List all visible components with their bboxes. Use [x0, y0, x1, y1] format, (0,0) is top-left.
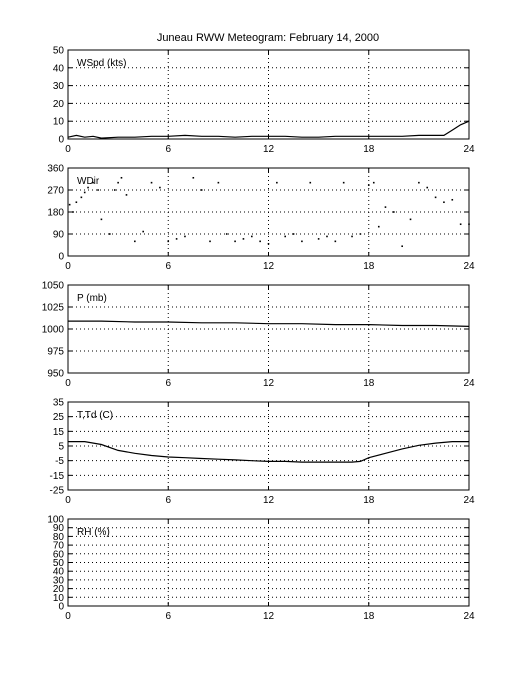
x-tick-label: 0 — [65, 495, 71, 506]
data-point — [326, 236, 328, 238]
y-tick-label: 35 — [52, 397, 64, 409]
x-tick-label: 24 — [463, 495, 475, 506]
y-tick-label: 90 — [52, 523, 64, 535]
data-point — [218, 182, 220, 184]
x-tick-label: 24 — [463, 611, 475, 622]
x-tick-label: 6 — [165, 378, 172, 389]
y-tick-label: 0 — [58, 251, 64, 263]
data-point — [97, 189, 99, 191]
data-point — [373, 182, 375, 184]
data-point — [426, 187, 428, 189]
y-tick-label: 0 — [58, 134, 64, 146]
x-tick-label: 0 — [65, 144, 71, 155]
y-tick-label: 90 — [52, 229, 64, 241]
x-tick-label: 6 — [165, 261, 172, 272]
data-point — [167, 241, 169, 243]
panel-label: RH (%) — [77, 527, 110, 538]
data-point — [109, 233, 111, 235]
data-point — [84, 192, 86, 194]
data-point — [72, 211, 74, 213]
y-tick-label: 1025 — [41, 302, 64, 314]
data-point — [401, 245, 403, 247]
data-point — [134, 241, 136, 243]
panel-label: WDir — [77, 176, 100, 187]
data-point — [226, 233, 228, 235]
panel-label: WSpd (kts) — [77, 58, 127, 69]
x-tick-label: 12 — [262, 261, 275, 272]
data-point — [114, 189, 116, 191]
data-point — [410, 219, 412, 221]
x-tick-label: 18 — [363, 378, 375, 389]
data-point — [385, 206, 387, 208]
y-tick-label: 20 — [52, 98, 64, 110]
data-point — [69, 204, 71, 206]
panel-1 — [53, 46, 475, 156]
data-point — [368, 184, 370, 186]
y-tick-label: 15 — [52, 426, 64, 438]
x-tick-label: 0 — [65, 611, 71, 622]
y-tick-label: 10 — [52, 592, 64, 604]
x-tick-label: 18 — [363, 495, 375, 506]
y-tick-label: 40 — [52, 566, 64, 578]
x-tick-label: 0 — [65, 261, 71, 272]
x-tick-label: 12 — [262, 495, 275, 506]
data-point — [142, 231, 144, 233]
y-tick-label: 10 — [52, 116, 64, 128]
x-tick-label: 12 — [262, 378, 275, 389]
data-point — [121, 177, 123, 179]
y-tick-label: 0 — [58, 601, 64, 613]
panel-3 — [42, 281, 475, 390]
y-tick-label: 60 — [52, 549, 64, 561]
data-point — [443, 201, 445, 203]
x-tick-label: 6 — [165, 495, 172, 506]
x-tick-label: 18 — [363, 261, 375, 272]
panel-4 — [50, 398, 475, 507]
y-tick-label: 360 — [47, 163, 64, 175]
y-tick-label: 950 — [47, 368, 64, 380]
y-tick-label: 1050 — [41, 280, 64, 292]
data-point — [81, 197, 83, 199]
y-tick-label: 25 — [52, 412, 64, 424]
data-point — [159, 187, 161, 189]
panel-2 — [47, 164, 475, 273]
data-point — [184, 236, 186, 238]
data-point — [360, 233, 362, 235]
data-point — [393, 211, 395, 213]
figure-title: Juneau RWW Meteogram: February 14, 2000 — [156, 32, 380, 44]
y-tick-label: 80 — [52, 531, 64, 543]
data-point — [378, 226, 380, 228]
y-tick-label: -5 — [55, 456, 64, 468]
y-tick-label: 40 — [52, 63, 64, 75]
panel-label: P (mb) — [77, 293, 107, 304]
data-point — [309, 182, 311, 184]
y-tick-label: 20 — [52, 584, 64, 596]
y-tick-label: -15 — [49, 470, 64, 482]
data-point — [435, 197, 437, 199]
y-tick-label: 50 — [52, 45, 64, 57]
data-point — [76, 201, 78, 203]
data-point — [251, 236, 253, 238]
y-tick-label: 975 — [47, 346, 64, 358]
y-tick-label: 70 — [52, 540, 64, 552]
x-tick-label: 18 — [363, 144, 375, 155]
y-tick-label: 270 — [47, 185, 64, 197]
data-point — [151, 182, 153, 184]
x-tick-label: 6 — [165, 144, 172, 155]
data-point — [193, 177, 195, 179]
y-tick-label: 180 — [47, 207, 64, 219]
data-point — [418, 182, 420, 184]
data-point — [301, 241, 303, 243]
y-tick-label: 100 — [47, 514, 64, 526]
x-tick-label: 18 — [363, 611, 375, 622]
data-point — [451, 199, 453, 201]
data-point — [293, 233, 295, 235]
data-point — [276, 182, 278, 184]
y-tick-label: 1000 — [41, 324, 64, 336]
x-tick-label: 12 — [262, 144, 275, 155]
data-point — [243, 238, 245, 240]
data-point — [343, 182, 345, 184]
data-point — [351, 236, 353, 238]
data-point — [234, 241, 236, 243]
y-tick-label: -25 — [49, 485, 64, 497]
data-point — [268, 243, 270, 245]
data-point — [318, 238, 320, 240]
data-point — [335, 241, 337, 243]
panel-5 — [47, 515, 475, 623]
data-point — [117, 182, 119, 184]
panel-label: T,Td (C) — [77, 410, 114, 421]
series-line-1 — [68, 442, 469, 463]
x-tick-label: 24 — [463, 378, 475, 389]
data-point — [176, 238, 178, 240]
data-point — [284, 236, 286, 238]
data-point — [460, 223, 462, 225]
x-tick-label: 6 — [165, 611, 172, 622]
x-tick-label: 0 — [65, 378, 71, 389]
y-tick-label: 50 — [52, 558, 64, 569]
data-point — [101, 219, 103, 221]
x-tick-label: 24 — [463, 261, 475, 272]
data-point — [126, 194, 128, 196]
y-tick-label: 30 — [52, 575, 64, 587]
x-tick-label: 24 — [463, 144, 475, 155]
data-point — [209, 241, 211, 243]
y-tick-label: 5 — [58, 441, 64, 453]
data-point — [259, 241, 261, 243]
x-tick-label: 12 — [262, 611, 275, 622]
data-point — [201, 189, 203, 191]
y-tick-label: 30 — [52, 81, 64, 93]
